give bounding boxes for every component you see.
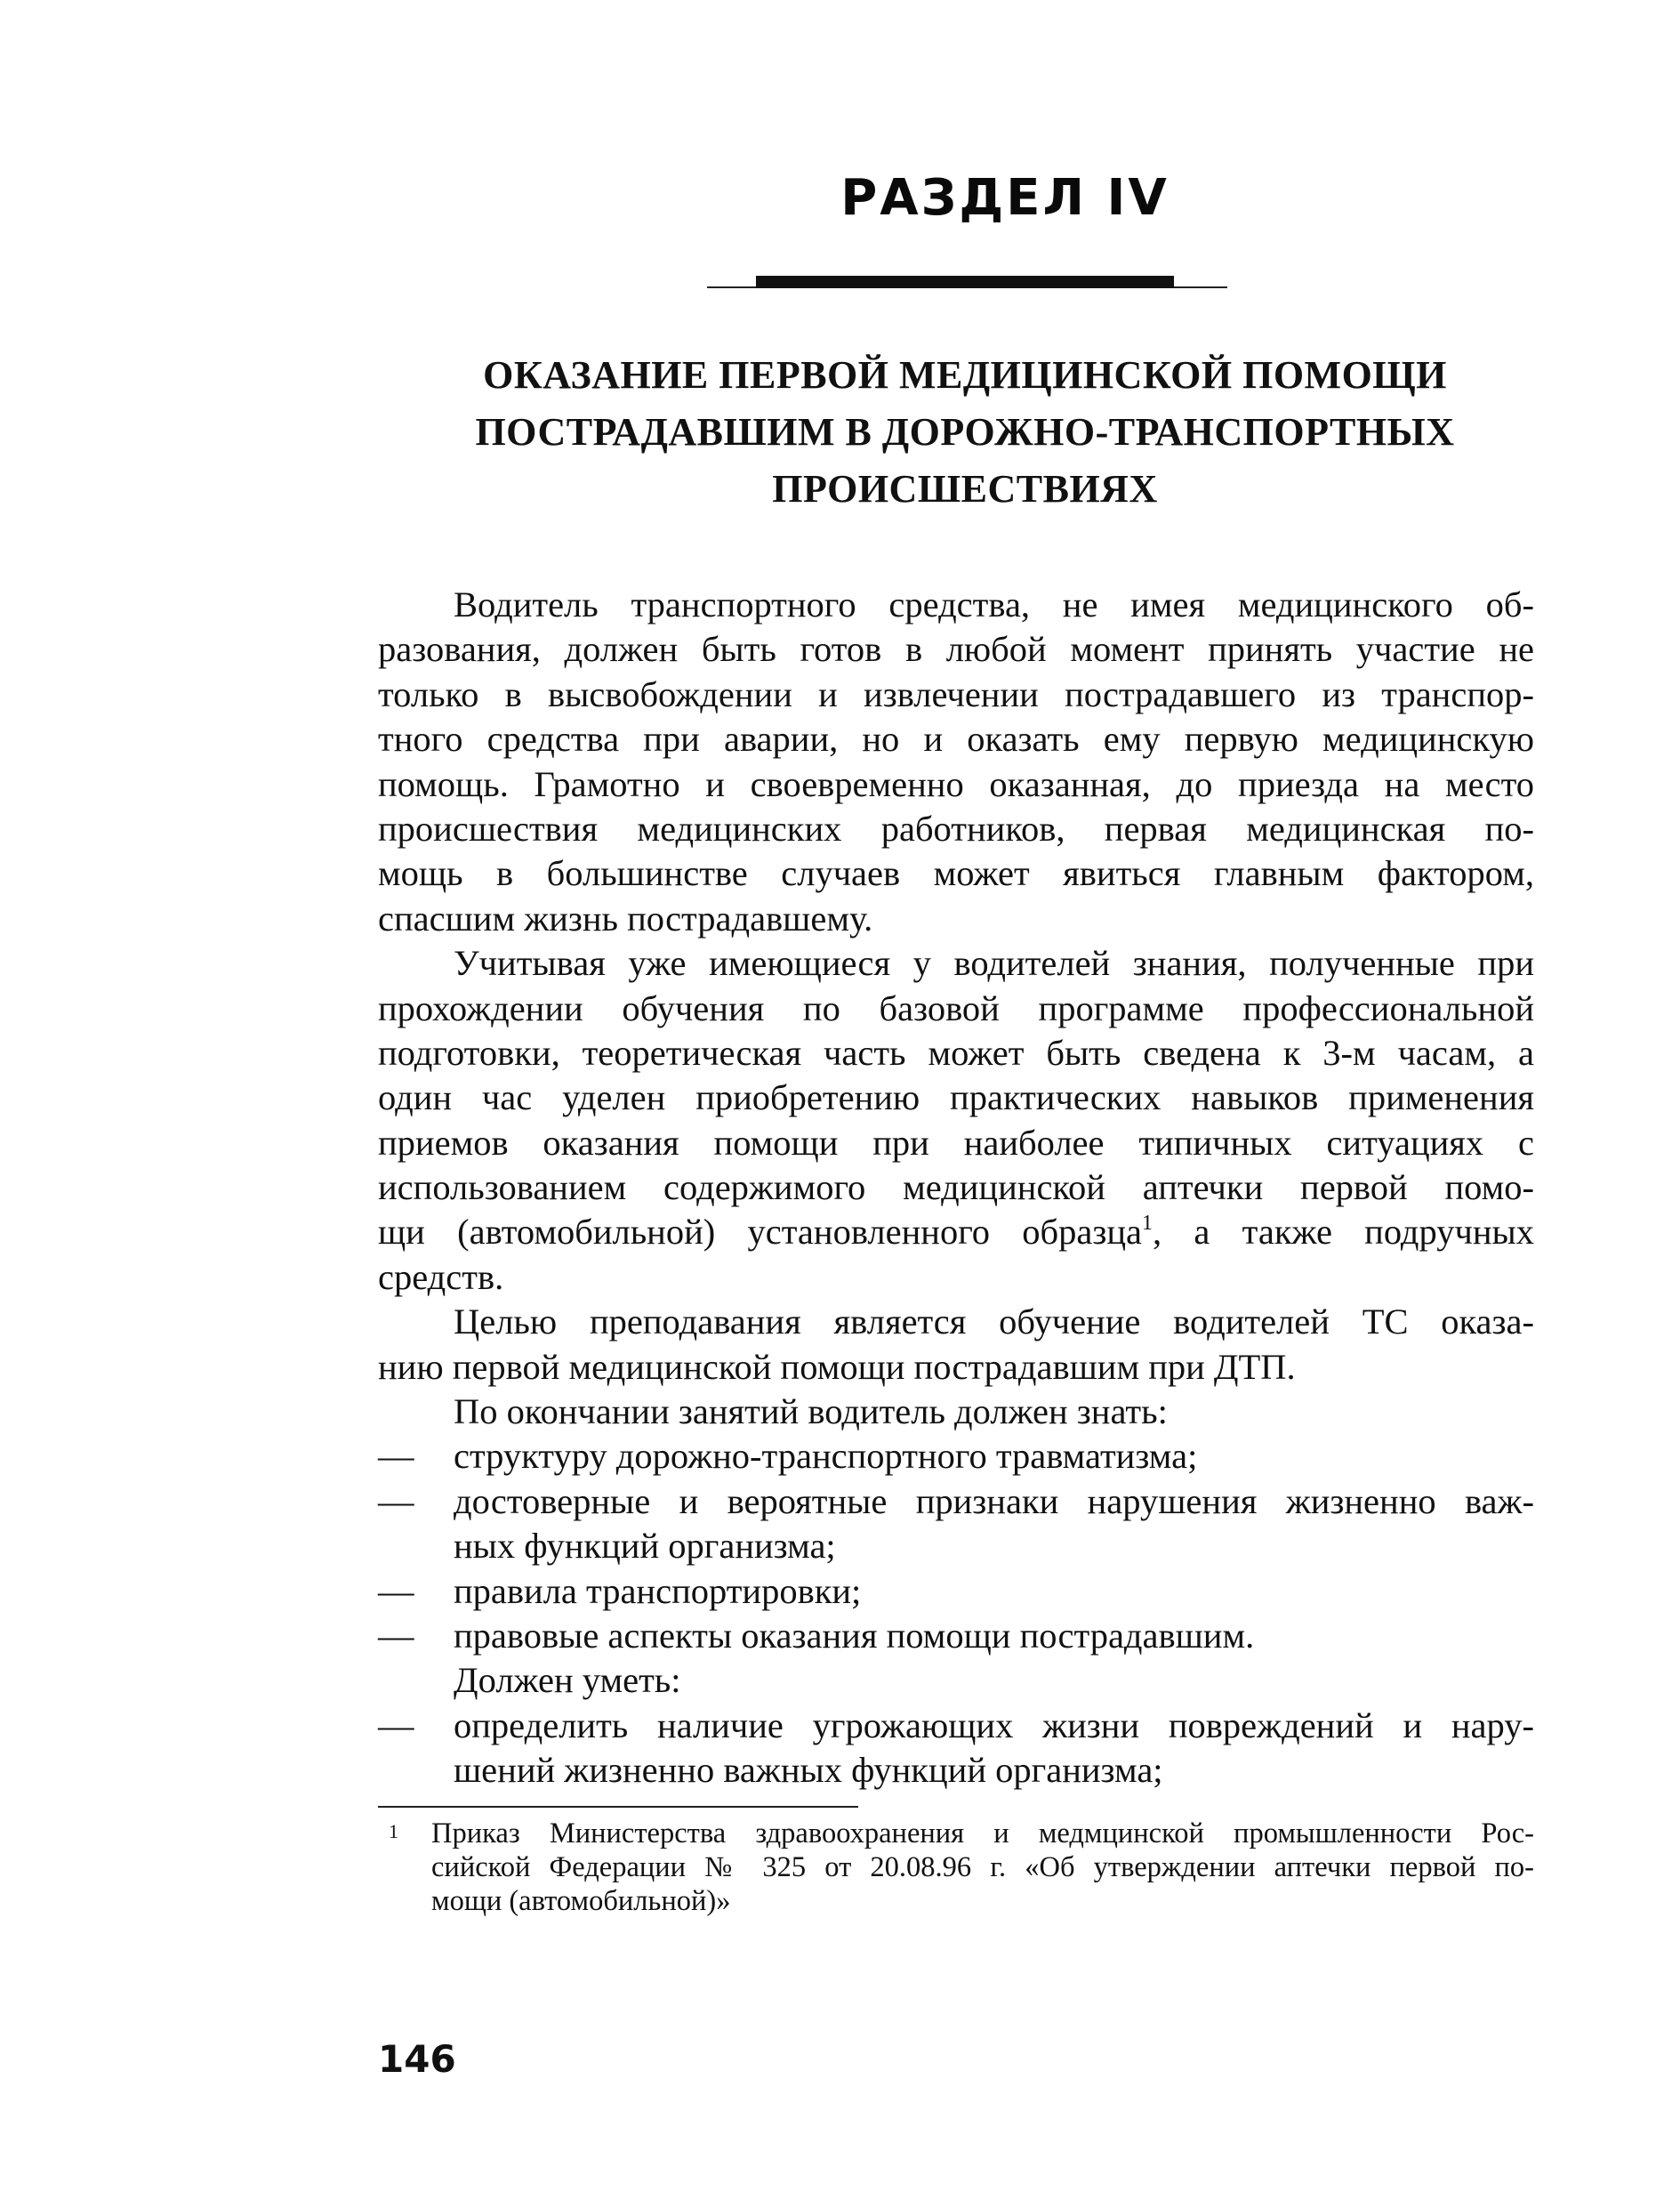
text-line: разования, должен быть готов в любой момент принять участие не xyxy=(378,629,1534,670)
list-item-text: правовые аспекты оказания помощи пострадавшим. xyxy=(454,1615,1255,1656)
text-line: приемов оказания помощи при наиболее типичных ситуациях с xyxy=(378,1122,1534,1163)
chapter-title-line: ПРОИСШЕСТВИЯХ xyxy=(772,467,1158,511)
chapter-title-line: ПОСТРАДАВШИМ В ДОРОЖНО-ТРАНСПОРТНЫХ xyxy=(475,410,1455,454)
text-line: прохождении обучения по базовой программе профессиональной xyxy=(378,987,1534,1028)
chapter-title xyxy=(374,347,1556,518)
list-item-text: определить наличие угрожающих жизни повреждений и нару- xyxy=(454,1704,1534,1745)
text-line: нию первой медицинской помощи пострадавшим при ДТП. xyxy=(378,1346,1296,1387)
list-item-text: достоверные и вероятные признаки нарушения жизненно важ- xyxy=(454,1480,1534,1521)
chapter-title-line: ОКАЗАНИЕ ПЕРВОЙ МЕДИЦИНСКОЙ ПОМОЩИ xyxy=(483,353,1447,397)
footnote-line: сийской Федерации № 325 от 20.08.96 г. «Об утверждении аптечки первой по- xyxy=(431,1851,1534,1883)
dash-marker: — xyxy=(378,1615,414,1656)
section-label: РАЗДЕЛ IV xyxy=(840,169,1170,227)
paragraph-goal xyxy=(378,1300,1534,1390)
page-number: 146 xyxy=(378,2037,456,2081)
footnote-rule xyxy=(378,1806,858,1808)
dash-marker: — xyxy=(378,1704,414,1745)
dash-marker: — xyxy=(378,1436,414,1477)
footnote xyxy=(378,1817,1534,1918)
list-item xyxy=(378,1614,1534,1658)
footnote-text: Приказ Министерства здравоохранения и медмцинской промышленности Рос- xyxy=(431,1817,1534,1849)
text-line-with-reference xyxy=(378,1210,1534,1254)
text-segment: , а также подручных xyxy=(1153,1212,1535,1253)
decorative-rule-thick xyxy=(756,276,1174,288)
text-line: только в высвобождении и извлечении пострадавшего из транспор- xyxy=(378,673,1534,714)
footnote-line: мощи (автомобильной)» xyxy=(431,1885,731,1917)
text-line: мощь в большинстве случаев может явиться главным фактором, xyxy=(378,853,1534,894)
skills-section xyxy=(378,1658,1534,1793)
footnote-mark: 1 xyxy=(389,1820,398,1842)
paragraph-intro xyxy=(378,583,1534,941)
text-line: один час уделен приобретению практических навыков применения xyxy=(378,1077,1534,1118)
list-item xyxy=(378,1434,1534,1479)
list-item-continuation: ных функций организма; xyxy=(454,1526,836,1567)
dash-marker: — xyxy=(378,1480,414,1521)
footnote-reference: 1 xyxy=(1142,1212,1153,1236)
list-item-continuation: шений жизненно важных функций организма; xyxy=(454,1750,1163,1791)
list-intro: Должен уметь: xyxy=(454,1660,681,1701)
text-segment: щи (автомобильной) установленного образца xyxy=(378,1212,1143,1253)
list-item-text: правила транспортировки; xyxy=(454,1570,862,1611)
list-item xyxy=(378,1704,1534,1748)
knowledge-section xyxy=(378,1390,1534,1658)
text-line: средств. xyxy=(378,1256,504,1297)
text-line: спасшим жизнь пострадавшему. xyxy=(378,898,873,939)
list-intro: По окончании занятий водитель должен знать: xyxy=(454,1391,1168,1432)
footnote-line xyxy=(378,1817,1534,1850)
text-line: тного средства при аварии, но и оказать ему первую медицинскую xyxy=(378,719,1534,760)
text-line: использованием содержимого медицинской аптечки первой помо- xyxy=(378,1167,1534,1208)
body-text xyxy=(378,583,1534,1793)
text-line: Целью преподавания является обучение водителей ТС оказа- xyxy=(454,1301,1534,1342)
text-line: подготовки, теоретическая часть может быть сведена к 3-м часам, а xyxy=(378,1032,1534,1073)
list-item xyxy=(378,1479,1534,1524)
text-line: происшествия медицинских работников, первая медицинская по- xyxy=(378,808,1534,849)
paragraph-hours xyxy=(378,941,1534,1300)
list-item xyxy=(378,1569,1534,1614)
text-line: Водитель транспортного средства, не имея медицинского об- xyxy=(454,584,1534,625)
list-item-text: структуру дорожно-транспортного травматизма; xyxy=(454,1436,1198,1477)
text-line: помощь. Грамотно и своевременно оказанная, до приезда на место xyxy=(378,763,1534,804)
text-line: Учитывая уже имеющиеся у водителей знания, полученные при xyxy=(454,943,1534,984)
dash-marker: — xyxy=(378,1570,414,1611)
